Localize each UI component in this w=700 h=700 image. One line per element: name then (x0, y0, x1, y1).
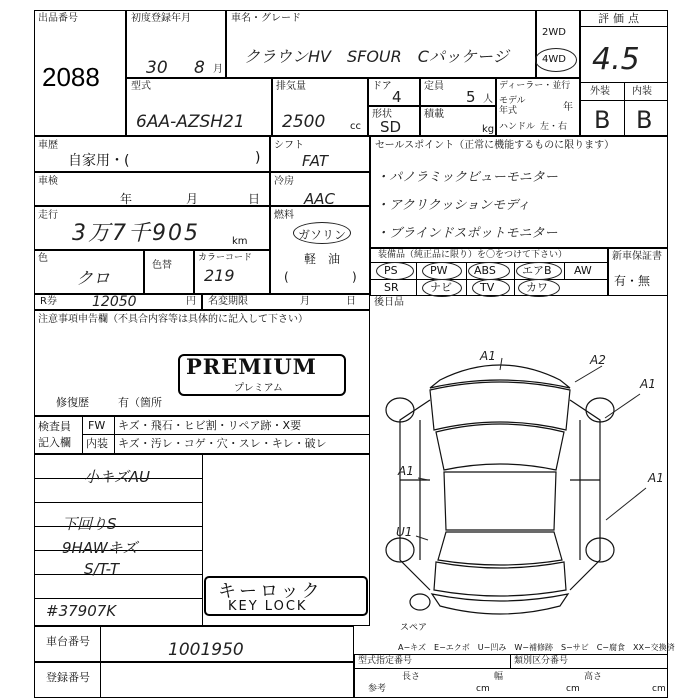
dim-width: 幅 (494, 672, 504, 682)
displacement-unit: cc (350, 121, 361, 132)
key-lock-en: KEY LOCK (228, 599, 308, 614)
drive-4wd-circle (535, 48, 577, 72)
car-label: 車名・グレード (231, 13, 301, 24)
color-code-value: 219 (204, 266, 235, 285)
equip-leather-circle (518, 279, 560, 297)
capacity-value: 5 (466, 88, 476, 106)
repaint-cell (144, 250, 194, 294)
sales-item: ・ブラインドスポットモニター (376, 226, 558, 241)
inspection-day-unit: 日 (248, 192, 261, 206)
remark-line: 下回りS (62, 515, 117, 533)
equip-ps-circle (376, 262, 414, 280)
shape-label: 形状 (372, 109, 392, 120)
inspector-label-1: 検査員 (38, 420, 71, 433)
inspector-int-items: キズ・汚レ・コゲ・穴・スレ・キレ・破レ (118, 437, 327, 450)
inspection-month-unit: 月 (186, 192, 199, 206)
shift-label: シフト (274, 140, 304, 151)
equip-sr: SR (384, 281, 399, 294)
damage-legend: A−キズ E−エクボ U−凹み W−補修跡 S−サビ C−腐食 XX−交換済 (398, 643, 675, 652)
vehicle-damage-diagram (370, 310, 670, 650)
doors-value: 4 (392, 88, 402, 106)
load-unit: kg (482, 124, 495, 135)
spare-label: スペア (400, 623, 428, 633)
first-reg-year: 30 (146, 58, 168, 78)
name-change-month: 月 (300, 296, 310, 307)
sales-item: ・アクリクッションモディ (376, 198, 531, 213)
color-label: 色 (38, 253, 48, 264)
registration-label: 登録番号 (46, 671, 90, 684)
mileage-label: 走行 (38, 210, 58, 221)
remark-line: 9HAWキズ (62, 539, 138, 557)
recycle-label: R券 (40, 296, 57, 307)
equip-leather: カワ (526, 281, 548, 294)
remark-line: S/T-T (84, 560, 120, 578)
chassis-label: 車台番号 (46, 635, 90, 648)
inspector-ext-key: FW (88, 419, 106, 432)
equipment-label: 装備品（純正品に限り）を〇をつけて下さい） (378, 250, 568, 260)
notes-label: 注意事項申告欄（不具合内容等は具体的に記入して下さい） (38, 314, 308, 325)
mileage-value: 3万7千905 (72, 221, 200, 246)
drive-2wd: 2WD (542, 27, 566, 38)
inspector-ext-items: キズ・飛石・ヒビ割・リペア跡・X要 (118, 419, 302, 432)
dealer-label: ディーラー・並行 (499, 81, 571, 91)
warranty-label: 新車保証書 (612, 251, 662, 262)
repair-value: 有（箇所 (118, 396, 162, 409)
equip-airbag-circle (516, 262, 562, 280)
warranty-value: 有・無 (614, 274, 651, 288)
name-change-day: 日 (346, 296, 356, 307)
remark-line: #37907K (46, 602, 117, 620)
sales-label: セールスポイント（正常に機能するものに限ります） (375, 140, 615, 151)
repaint-label: 色替 (152, 260, 172, 271)
capacity-label: 定員 (424, 81, 444, 92)
score-ext-label: 外装 (590, 86, 610, 97)
inspector-int-key: 内装 (86, 437, 108, 450)
fuel-paren-close: ) (352, 270, 357, 284)
diagram-mark: A1 (480, 349, 496, 363)
drive-4wd: 4WD (542, 54, 566, 65)
mileage-unit: km (232, 236, 248, 247)
score-label: 評価点 (598, 12, 643, 25)
color-value: クロ (76, 269, 110, 289)
score-int: B (636, 106, 653, 134)
load-label: 積載 (424, 109, 444, 120)
car-name: クラウンHV SFOUR Cパッケージ (244, 47, 509, 66)
equip-airbag: エアB (522, 264, 552, 277)
equip-pw: PW (430, 264, 448, 277)
lot-label: 出品番号 (38, 13, 78, 24)
equip-abs: ABS (474, 264, 496, 277)
model-label: 型式 (131, 81, 151, 92)
fuel-value: ガソリン (298, 228, 347, 242)
history-label: 車歴 (38, 140, 58, 151)
model-year-label: モデル年式 (499, 96, 526, 116)
equip-abs-circle (468, 262, 510, 280)
premium-stamp-en: PREMIUM (186, 354, 317, 379)
inspection-year-unit: 年 (120, 192, 133, 206)
score-ext: B (594, 106, 611, 134)
recycle-value: 12050 (92, 294, 137, 310)
lot-number: 2088 (42, 62, 100, 92)
type-number-label-2: 類別区分番号 (514, 656, 569, 666)
diagram-mark: A1 (640, 377, 656, 391)
history-value: 自家用・( (68, 153, 130, 169)
diagram-mark: A1 (398, 464, 414, 478)
first-reg-label: 初度登録年月 (131, 13, 191, 24)
fuel-label: 燃料 (274, 210, 294, 221)
model-value: 6AA-AZSH21 (136, 112, 245, 132)
displacement-value: 2500 (282, 112, 326, 132)
diagram-mark: A1 (648, 471, 664, 485)
inspection-cell (34, 172, 270, 206)
equip-navi: ナビ (430, 281, 452, 294)
history-close: ) (255, 150, 261, 166)
type-number-label: 型式指定番号 (358, 656, 413, 666)
sales-item: ・パノラミックビューモニター (376, 170, 558, 185)
inspection-label: 車検 (38, 176, 58, 187)
equip-tv-circle (472, 279, 510, 297)
model-year-unit: 年 (563, 102, 573, 113)
fuel-light-oil: 軽 油 (304, 252, 341, 266)
color-code-label: カラーコード (198, 253, 253, 263)
dim-length-unit: cm (476, 684, 490, 694)
capacity-unit: 人 (483, 94, 493, 105)
recycle-unit: 円 (186, 296, 196, 307)
remark-line: 小キズAU (84, 468, 150, 486)
dim-width-unit: cm (566, 684, 580, 694)
key-lock-jp: キーロック (218, 581, 323, 602)
handle-value: 左・右 (540, 122, 568, 132)
first-reg-month-unit: 月 (213, 64, 223, 75)
equip-aw: AW (574, 264, 592, 277)
handle-label: ハンドル (499, 122, 536, 132)
fuel-gasoline-circle (293, 222, 351, 244)
equip-tv: TV (480, 281, 495, 294)
aircon-value: AAC (304, 190, 335, 208)
equip-navi-circle (422, 279, 462, 297)
repair-label: 修復歴 (56, 396, 89, 409)
displacement-label: 排気量 (276, 81, 306, 92)
doors-label: ドア (372, 81, 392, 92)
shape-value: SD (380, 118, 402, 136)
name-change-label: 名変期限 (208, 296, 248, 307)
score-value: 4.5 (592, 42, 640, 77)
aircon-label: 冷房 (274, 176, 294, 187)
inspector-label-2: 記入欄 (38, 436, 71, 449)
equip-pw-circle (422, 262, 462, 280)
dim-ref: 参考 (368, 684, 387, 694)
first-reg-month: 8 (194, 58, 205, 78)
equip-ps: PS (384, 264, 398, 277)
back-seat-label: 後日品 (374, 297, 404, 308)
fuel-paren-open: ( (284, 270, 289, 284)
shift-value: FAT (302, 152, 329, 170)
dim-height: 高さ (584, 672, 603, 682)
premium-stamp-jp: プレミアム (234, 383, 283, 394)
score-int-label: 内装 (632, 86, 652, 97)
diagram-mark: A2 (590, 353, 606, 367)
chassis-value: 1001950 (168, 640, 244, 660)
diagram-mark: U1 (396, 525, 413, 539)
diagram-marks (396, 349, 664, 539)
dim-height-unit: cm (652, 684, 666, 694)
dim-length: 長さ (402, 672, 421, 682)
